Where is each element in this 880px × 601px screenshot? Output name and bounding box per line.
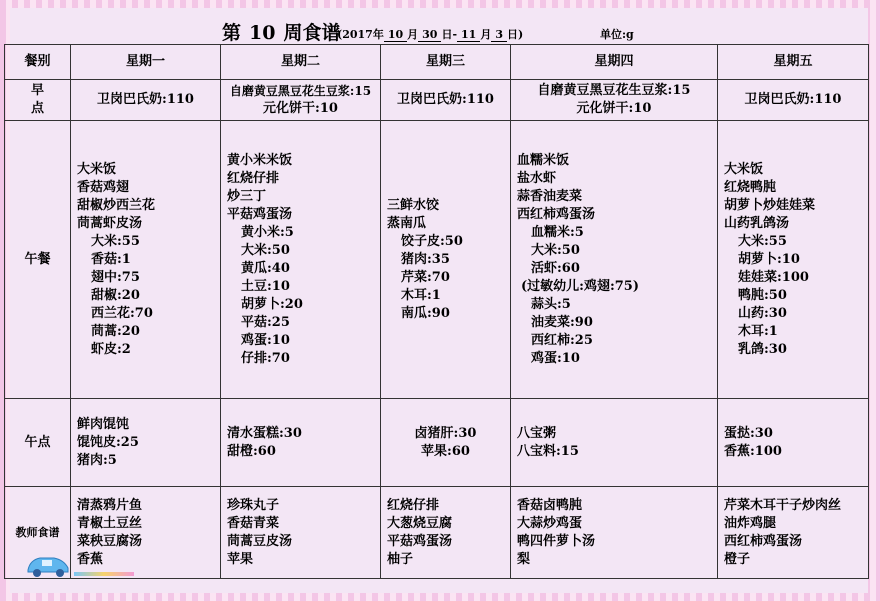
page-title [222,18,340,45]
lunch-cell [221,121,381,399]
end-month: 11 [457,28,480,42]
lunch-cell [718,121,869,399]
ingredient: 蒜头:5 [531,296,571,312]
dish: 茼蒿虾皮汤 [77,215,143,231]
dish: 大米饭 [77,161,117,177]
menu-item: 苹果 [227,551,254,567]
menu-item: 元化饼干:10 [576,101,652,116]
title-suffix: 周食谱 [283,22,341,44]
header-day: 星期一 [71,45,221,80]
ingredient: 木耳:1 [401,287,441,303]
dish: 蒸南瓜 [387,215,427,231]
ingredient: 西兰花:70 [91,305,153,321]
menu-item: 卫岗巴氏奶:110 [744,92,842,107]
row-label-teacher: 教师食谱 [5,487,71,579]
start-day: 30 [418,28,441,42]
ingredient: 芹菜:70 [401,269,450,285]
teacher-row [5,487,869,579]
ingredient: 虾皮:2 [91,341,131,357]
menu-item: 卤猪肝:30 [414,425,477,441]
ingredient: 鸡蛋:10 [531,350,580,366]
menu-item: 梨 [517,551,531,567]
ingredient: 油麦菜:90 [531,314,593,330]
breakfast-cell [381,80,511,121]
dish: 大米饭 [724,161,764,177]
snack-cell [511,399,718,487]
ingredient: 香菇:1 [91,251,131,267]
menu-table [4,44,869,579]
teacher-cell [718,487,869,579]
dish: 盐水虾 [517,170,557,186]
menu-item: 馄饨皮:25 [77,434,139,450]
menu-item: 清蒸鸦片鱼 [77,497,143,513]
ingredient: 娃娃菜:100 [738,269,809,285]
range-sep: 日- [441,28,458,41]
snack-cell [718,399,869,487]
header-meal: 餐别 [5,45,71,80]
snack-cell [71,399,221,487]
dish: 山药乳鸽汤 [724,215,790,231]
label-line: 点 [30,101,44,116]
header-day: 星期五 [718,45,869,80]
teacher-cell [71,487,221,579]
menu-item: 茼蒿豆皮汤 [227,533,293,549]
menu-item: 八宝料:15 [517,443,579,459]
menu-item: 甜橙:60 [227,443,276,459]
menu-item: 大蒜炒鸡蛋 [517,515,583,531]
breakfast-row [5,80,869,121]
ingredient: 血糯米:5 [531,224,584,240]
menu-item: 青椒土豆丝 [77,515,143,531]
lunch-cell [381,121,511,399]
ingredient: 黄瓜:40 [241,260,290,276]
dish: 蒜香油麦菜 [517,188,583,204]
row-label-lunch: 午餐 [5,121,71,399]
menu-item: 香菇卤鸭肫 [517,497,583,513]
dish: 黄小米米饭 [227,152,293,168]
menu-item: 西红柿鸡蛋汤 [724,533,803,549]
title-row [10,14,868,48]
teacher-cell [221,487,381,579]
menu-item: 元化饼干:10 [263,101,338,116]
menu-item: 平菇鸡蛋汤 [387,533,453,549]
snack-cell [381,399,511,487]
ingredient: 平菇:25 [241,314,290,330]
ingredient: 鸡蛋:10 [241,332,290,348]
header-day: 星期三 [381,45,511,80]
dish: 三鲜水饺 [387,197,440,213]
dish: 红烧仔排 [227,170,280,186]
menu-item: 柚子 [387,551,414,567]
menu-item: 蛋挞:30 [724,425,773,441]
menu-item: 香蕉:100 [724,443,782,459]
menu-item: 清水蛋糕:30 [227,425,302,441]
menu-item: 卫岗巴氏奶:110 [97,92,194,107]
ingredient: 翅中:75 [91,269,140,285]
snack-cell [221,399,381,487]
dish: 甜椒炒西兰花 [77,197,156,213]
ingredient: 大米:50 [531,242,580,258]
row-label-snack: 午点 [5,399,71,487]
menu-item: 珍珠丸子 [227,497,280,513]
header-day: 星期四 [511,45,718,80]
breakfast-cell [718,80,869,121]
dish: 西红柿鸡蛋汤 [517,206,596,222]
ingredient: 黄小米:5 [241,224,294,240]
ingredient: 土豆:10 [241,278,290,294]
toy-car-icon [24,552,72,578]
menu-item: 香蕉 [77,551,104,567]
ingredient: 南瓜:90 [401,305,450,321]
ingredient: 胡萝卜:20 [241,296,303,312]
menu-item: 八宝粥 [517,425,557,441]
lunch-cell [511,121,718,399]
breakfast-cell [71,80,221,121]
lunch-cell [71,121,221,399]
menu-sheet [10,8,868,593]
menu-item: 苹果:60 [421,443,470,459]
menu-item: 猪肉:5 [77,452,117,468]
title-prefix: 第 [222,22,242,44]
ingredient: 山药:30 [738,305,787,321]
dish: 炒三丁 [227,188,267,204]
header-row [5,45,869,80]
teacher-cell [381,487,511,579]
menu-item: 卫岗巴氏奶:110 [397,92,494,107]
breakfast-cell [511,80,718,121]
lunch-row [5,121,869,399]
menu-item: 鲜肉馄饨 [77,416,130,432]
menu-item: 红烧仔排 [387,497,440,513]
menu-item: 油炸鸡腿 [724,515,777,531]
ingredient: 木耳:1 [738,323,778,339]
ingredient: 大米:55 [91,233,140,249]
ingredient: 饺子皮:50 [401,233,463,249]
week-number: 10 [241,22,283,45]
menu-item: 香菇青菜 [227,515,280,531]
start-month: 10 [384,28,407,42]
decorative-ribbon [74,572,134,576]
menu-item: 自磨黄豆黑豆花生豆浆:15 [537,83,691,98]
header-day: 星期二 [221,45,381,80]
ingredient: 大米:50 [241,242,290,258]
dish: 平菇鸡蛋汤 [227,206,293,222]
ingredient: 乳鸽:30 [738,341,787,357]
ingredient: 鸭肫:50 [738,287,787,303]
snack-row [5,399,869,487]
dish: 红烧鸭肫 [724,179,777,195]
ingredient: 茼蒿:20 [91,323,140,339]
dish: 香菇鸡翅 [77,179,130,195]
row-label-breakfast [5,80,71,121]
range-end: 日) [507,28,524,41]
menu-item: 橙子 [724,551,751,567]
label-line: 早 [30,83,44,98]
breakfast-cell [221,80,381,121]
dish: 胡萝卜炒娃娃菜 [724,197,816,213]
menu-item: 菜秧豆腐汤 [77,533,143,549]
ingredient: 猪肉:35 [401,251,450,267]
menu-item: 芹菜木耳干子炒肉丝 [724,497,842,513]
menu-item: 自磨黄豆黑豆花生豆浆:15 [229,84,372,98]
ingredient: 胡萝卜:10 [738,251,800,267]
end-day: 3 [491,28,507,42]
teacher-cell [511,487,718,579]
ingredient: 西红柿:25 [531,332,593,348]
range-year: (2017年 [337,28,384,41]
ingredient: 仔排:70 [241,350,290,366]
ingredient: 甜椒:20 [91,287,140,303]
date-range: (2017年 10 月 30 日- 11 月 3 日) [337,28,524,41]
dish: 血糯米饭 [517,152,570,168]
menu-item: 大葱烧豆腐 [387,515,453,531]
ingredient: 大米:55 [738,233,787,249]
menu-item: 鸭四件萝卜汤 [517,533,596,549]
unit-label: 单位:g [600,28,634,41]
ingredient: 活虾:60 [531,260,580,276]
ingredient-note: (过敏幼儿:鸡翅:75) [521,278,639,294]
